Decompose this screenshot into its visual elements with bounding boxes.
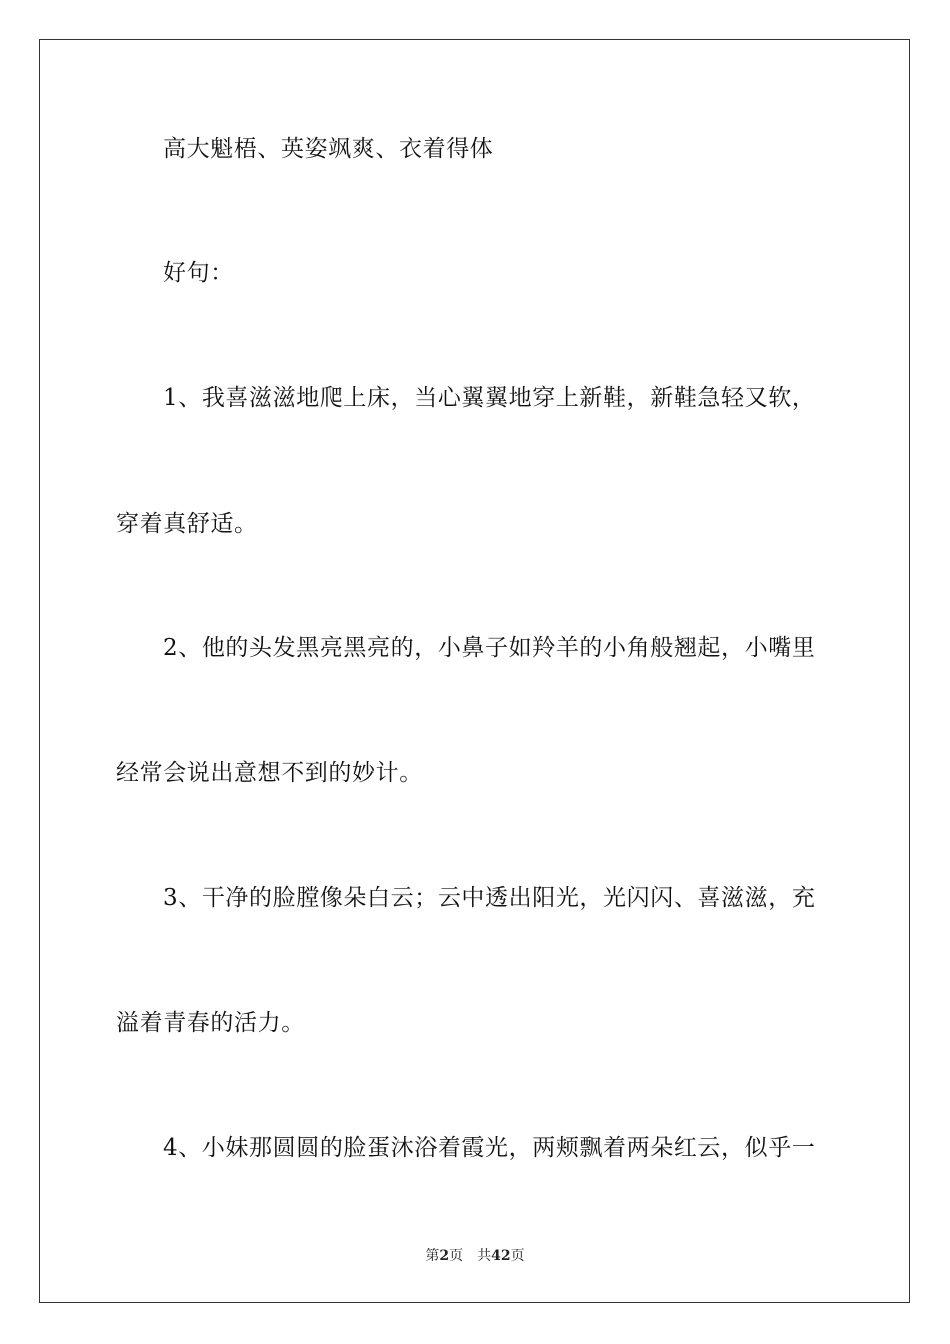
page-border: [39, 39, 910, 1303]
page-footer: [0, 1247, 950, 1265]
total-pages: 42: [491, 1248, 511, 1264]
text-line-2: 好句：: [163, 260, 234, 286]
text-line-5: 2、他的头发黑亮黑亮的，小鼻子如羚羊的小角般翘起，小嘴里: [163, 635, 816, 661]
total-prefix: 共: [477, 1248, 492, 1264]
page-number: 2: [439, 1248, 450, 1264]
page-prefix: 第: [425, 1248, 440, 1264]
text-line-1: 高大魁梧、英姿飒爽、衣着得体: [163, 136, 494, 162]
total-suffix: 页: [510, 1248, 525, 1264]
text-line-3: 1、我喜滋滋地爬上床，当心翼翼地穿上新鞋，新鞋急轻又软，: [163, 385, 816, 411]
text-line-8: 溢着青春的活力。: [116, 1010, 305, 1036]
text-line-4: 穿着真舒适。: [116, 511, 258, 537]
text-line-9: 4、小妹那圆圆的脸蛋沐浴着霞光，两颊飘着两朵红云，似乎一: [163, 1135, 816, 1161]
page-suffix: 页: [449, 1248, 464, 1264]
text-line-7: 3、干净的脸膛像朵白云；云中透出阳光，光闪闪、喜滋滋，充: [163, 885, 816, 911]
text-line-6: 经常会说出意想不到的妙计。: [116, 760, 423, 786]
